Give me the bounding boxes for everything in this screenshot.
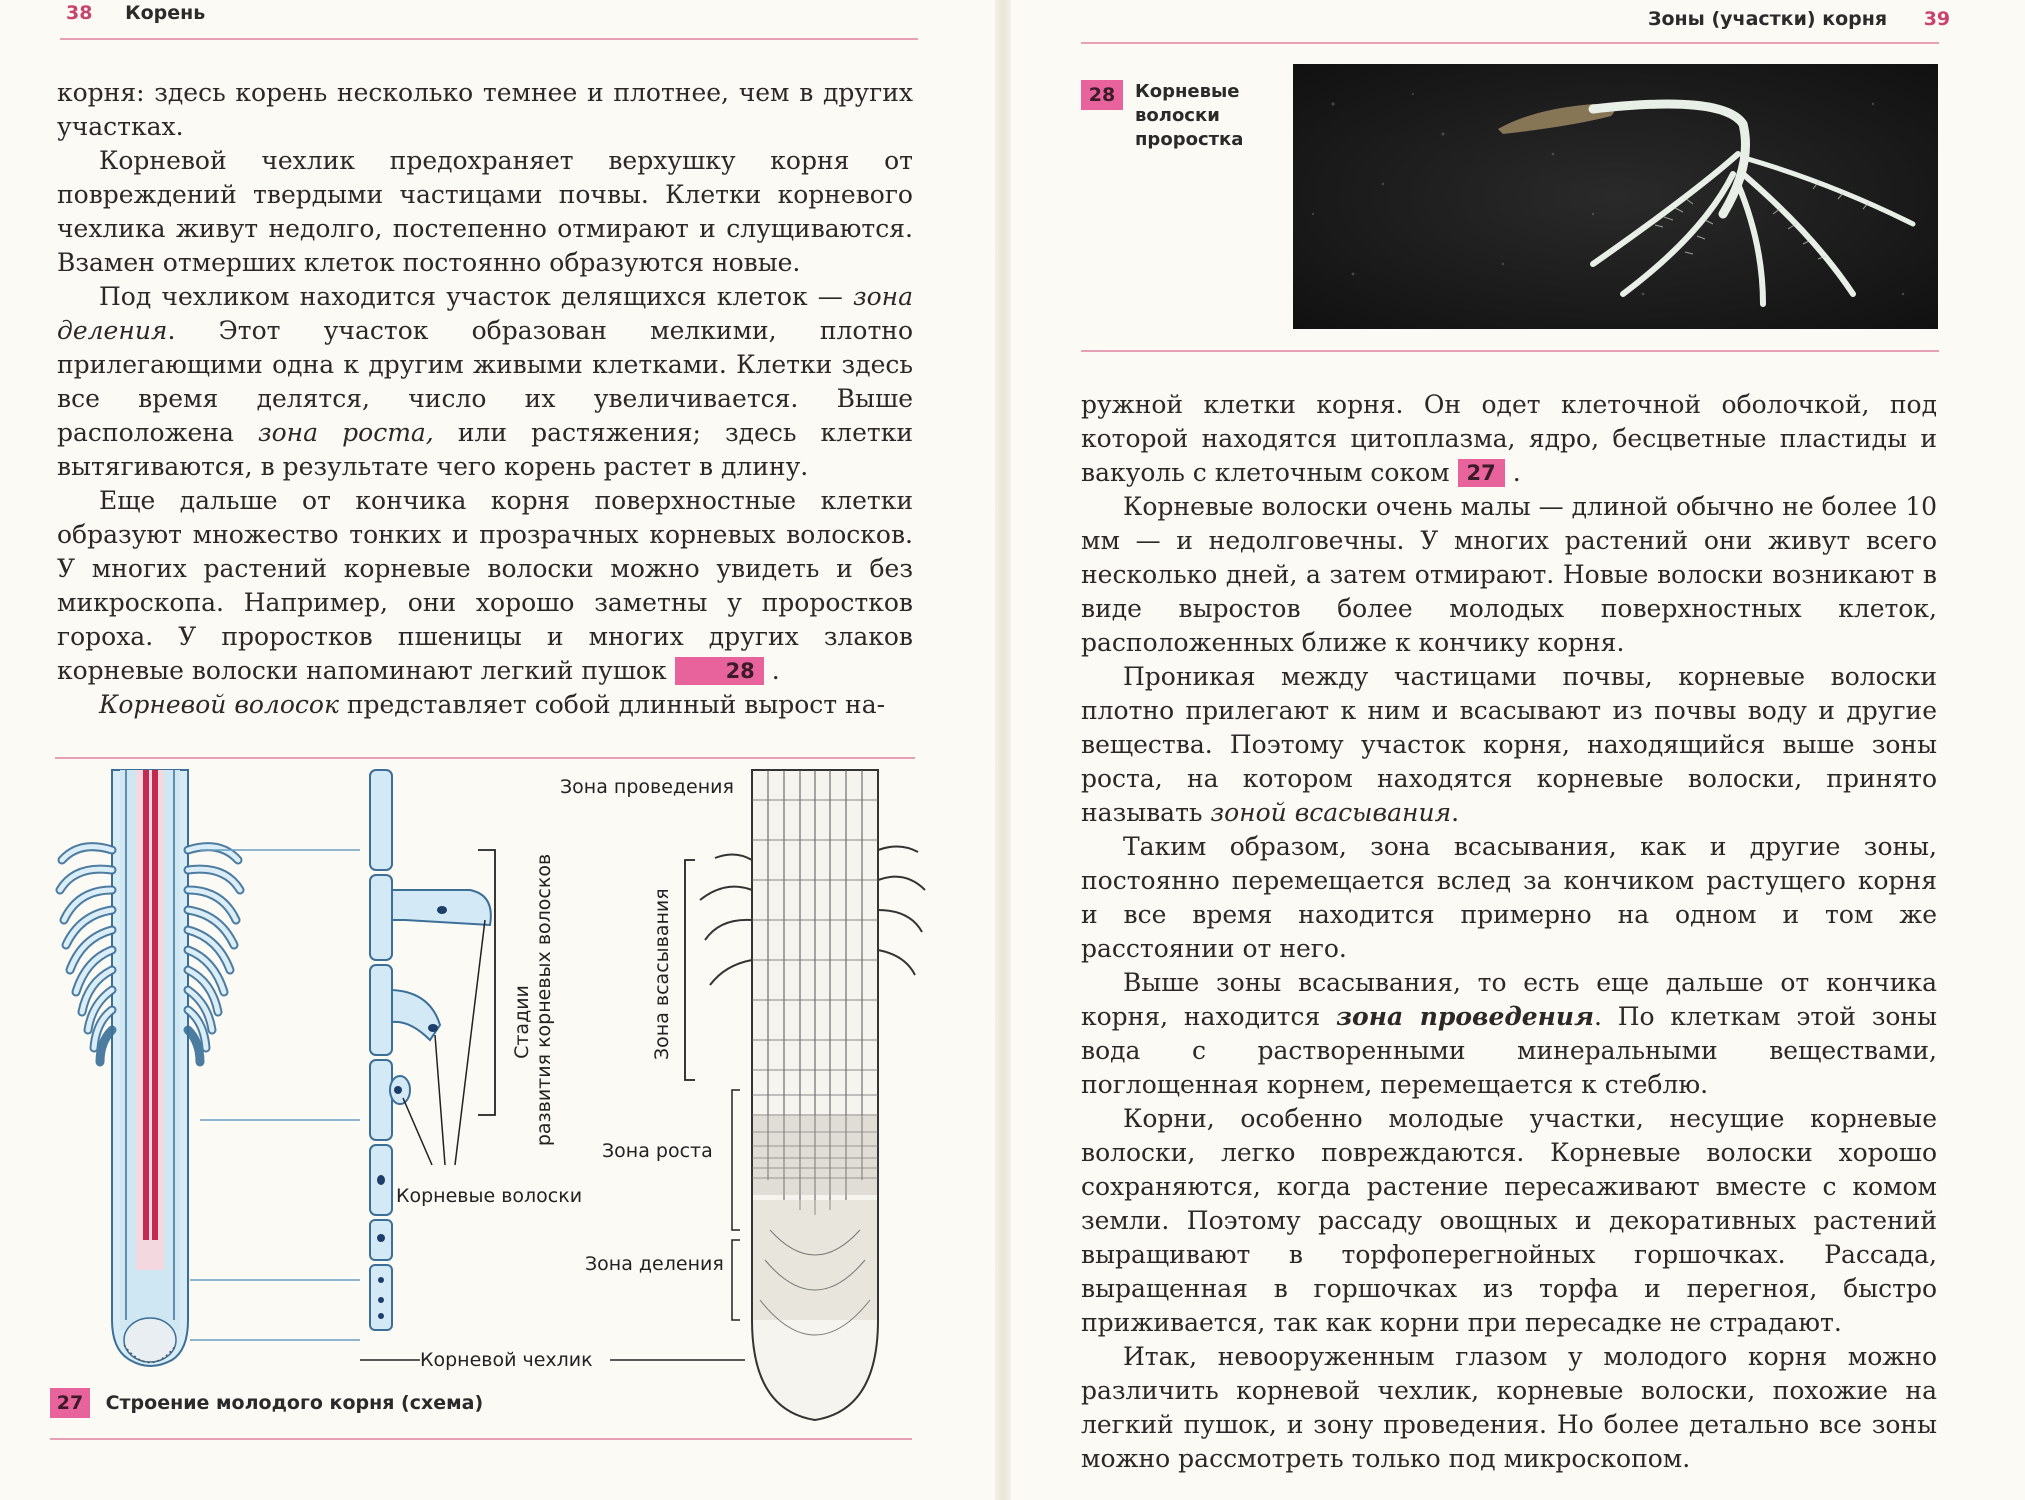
right-paragraph-4: Таким образом, зона всасывания, как и другие зоны, постоянно перемещается вслед за кончиком растущего корня и все время находится примерно на одном и том же расстоянии от него. xyxy=(1081,832,1937,963)
label-stages-line1: Стадии xyxy=(511,985,533,1059)
left-paragraph-5 xyxy=(57,688,913,722)
text-run: Еще дальше от кончика корня поверхностные клетки образуют множество тонких и прозрачных корневых волосков. У многих растений корневые волоски можно увидеть и без микроскопа. Например, они хорошо заметны у проростков гороха. У проростков пшеницы и многих других злаков корневые волоски напоминают легкий пушок xyxy=(57,486,913,685)
right-page-number: 39 xyxy=(1923,8,1951,30)
label-division-zone: Зона деления xyxy=(585,1253,724,1275)
label-root-cap: Корневой чехлик xyxy=(420,1349,593,1371)
figure-28-number: 28 xyxy=(1081,80,1123,110)
right-page-header xyxy=(1648,8,1950,30)
right-body-text xyxy=(1081,388,1937,1476)
figure-27-caption xyxy=(50,1388,483,1418)
right-paragraph-6: Корни, особенно молодые участки, несущие корневые волоски, легко повреждаются. Корневые волоски хорошо сохраняются, когда растение пересаживают вместе с комом земли. Поэтому рассаду овощных и декоративных растений выращивают в торфоперегнойных горшочках. Рассада, выращенная в горшочках из торфа и перегноя, быстро приживается, так как корни при пересадке не страдают. xyxy=(1081,1104,1937,1337)
absorption-bracket xyxy=(685,860,695,1080)
term-root-hair: Корневой волосок xyxy=(99,690,339,719)
text-run: . Этот участок образован мелкими, плотно прилегающими одна к другим живыми клетками. Клетки здесь все время делятся, число их увеличивается. Выше расположена xyxy=(57,316,913,447)
figure28-bottom-rule xyxy=(1081,350,1939,352)
left-running-head: Корень xyxy=(125,2,206,24)
root-tip-microscopic-drawing xyxy=(700,770,925,1420)
stages-bracket xyxy=(478,850,495,1115)
right-paragraph-2: Корневые волоски очень малы — длиной обычно не более 10 мм — и недолговечны. У многих растений они живут всего несколько дней, а затем отмирают. Новые волоски возникают в виде выростов более молодых поверхностных клеток, расположенных ближе к кончику корня. xyxy=(1081,492,1937,657)
term-absorption-zone: зоной всасывания xyxy=(1210,798,1452,827)
right-paragraph-5 xyxy=(1081,966,1937,1102)
root-hair-cell-file xyxy=(370,770,491,1330)
division-bracket xyxy=(732,1240,740,1320)
text-run: Под чехликом находится участок делящихся клеток — xyxy=(99,282,853,311)
text-run: . По клеткам этой зоны вода с растворенными минеральными веществами, поглощенная корнем, перемещается к стеблю. xyxy=(1081,1002,1937,1099)
text-run: представляет собой длинный вырост на- xyxy=(338,690,886,719)
seedling-illustration xyxy=(1293,64,1938,329)
left-header-rule xyxy=(60,38,918,40)
figure-ref-badge: 27 xyxy=(1458,459,1505,487)
left-page-header xyxy=(66,2,205,24)
root-longitudinal-schematic xyxy=(60,770,240,1366)
figure-27-number: 27 xyxy=(50,1388,90,1418)
growth-bracket xyxy=(732,1090,740,1230)
figure-27-root-diagram xyxy=(0,760,990,1450)
text-run: Проникая между частицами почвы, корневые волоски плотно прилегают к ним и всасывают из почвы воду и другие вещества. Поэтому участок корня, находящийся выше зоны роста, на котором находятся корневые волоски, принято называть xyxy=(1081,662,1937,827)
figure-27-caption-text: Строение молодого корня (схема) xyxy=(105,1392,484,1414)
label-stages-line2: развития корневых волосков xyxy=(533,853,555,1147)
figure-ref-badge: 28 xyxy=(675,657,764,685)
term-conduction-zone: зона проведения xyxy=(1336,1002,1594,1031)
right-paragraph-1: ружной клетки корня. Он одет клеточной оболочкой, под которой находятся цитоплазма, ядро, бесцветные пластиды и вакуоль с клеточным соком 27 . xyxy=(1081,390,1937,487)
label-root-hairs: Корневые волоски xyxy=(396,1185,583,1207)
text-run: Выше зоны всасывания, то есть еще дальше от кончика корня, находится xyxy=(1081,968,1937,1031)
left-paragraph-4: Еще дальше от кончика корня поверхностные клетки образуют множество тонких и прозрачных корневых волосков. У многих растений корневые волоски можно увидеть и без микроскопа. Например, они хорошо заметны у проростков гороха. У проростков пшеницы и многих других злаков корневые волоски напоминают легкий пушок 28 . xyxy=(57,486,913,685)
label-growth-zone: Зона роста xyxy=(602,1140,713,1162)
book-spine xyxy=(995,0,1011,1500)
left-paragraph-3 xyxy=(57,280,913,484)
figure27-top-rule xyxy=(55,757,915,759)
right-paragraph-7: Итак, невооруженным глазом у молодого корня можно различить корневой чехлик, корневые волоски, похожие на легкий пушок, и зону проведения. Но более детально все зоны можно рассмотреть только под микроскопом. xyxy=(1081,1342,1937,1473)
left-paragraph-1: корня: здесь корень несколько темнее и плотнее, чем в других участках. xyxy=(57,78,913,141)
right-running-head: Зоны (участки) корня xyxy=(1648,8,1888,30)
figure-28-caption-text: Корневые волоски проростка xyxy=(1135,81,1244,150)
term-growth-zone: зона роста, xyxy=(258,418,434,447)
term-division-zone: зона деления xyxy=(57,282,913,345)
right-header-rule xyxy=(1081,42,1939,44)
left-page-number: 38 xyxy=(66,2,93,24)
seedling-root-photo xyxy=(1293,64,1938,329)
figure-28-caption xyxy=(1081,80,1281,152)
root-hairs-pointers xyxy=(403,920,485,1165)
right-paragraph-3 xyxy=(1081,660,1937,830)
text-run: или растяжения; здесь клетки вытягиваются, в результате чего корень растет в длину. xyxy=(57,418,913,481)
label-conduction-zone: Зона проведения xyxy=(560,776,734,798)
left-body-text xyxy=(57,76,913,722)
left-paragraph-2: Корневой чехлик предохраняет верхушку корня от повреждений твердыми частицами почвы. Клетки корневого чехлика живут недолго, постепенно отмирают и слущиваются. Взамен отмерших клеток постоянно образуются новые. xyxy=(57,146,913,277)
figure27-bottom-rule xyxy=(50,1438,912,1440)
label-absorption-zone: Зона всасывания xyxy=(651,888,673,1060)
text-run: . xyxy=(1451,798,1460,827)
text-run: ружной клетки корня. Он одет клеточной оболочкой, под которой находятся цитоплазма, ядро, бесцветные пластиды и вакуоль с клеточным соком xyxy=(1081,390,1937,487)
